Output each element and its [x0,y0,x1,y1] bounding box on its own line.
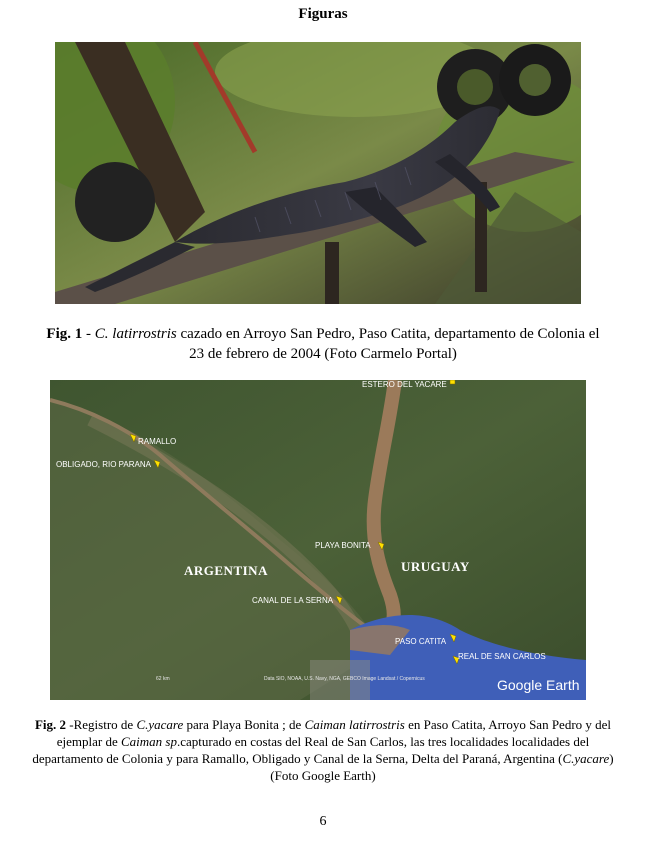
map-label-canal: CANAL DE LA SERNA [252,596,334,605]
map-label-estero: ESTERO DEL YACARE [362,380,447,389]
caption-part: en Paso Catita, Arroyo San Pedro y del ejemplar de [56,717,612,749]
figure-2-label: Fig. 2 [34,717,67,732]
caption-part-italic: C.yacare [136,717,184,732]
google-earth-logo: Google Earth [497,677,580,693]
map-country-argentina: ARGENTINA [184,563,268,578]
map-label-ramallo: RAMALLO [138,437,177,446]
caption-part: )(Foto Google Earth) [270,751,614,783]
map-label-obligado: OBLIGADO, RIO PARANA [56,460,151,469]
caption-part-italic: Caiman sp [121,734,177,749]
map-label-paso-catita: PASO CATITA [395,637,447,646]
page-heading: Figuras [298,6,348,22]
caption-part-italic: C.yacare [562,751,610,766]
map-scale: 62 km [156,676,170,682]
caption-part-italic: Caiman latirrostris [304,717,405,732]
caption-part: para Playa Bonita ; de [183,717,305,732]
map-label-real-san-carlos: REAL DE SAN CARLOS [458,652,546,661]
map-label-playa-bonita: PLAYA BONITA [315,541,371,550]
figure-1-caption-text: cazado en Arroyo San Pedro, Paso Catita, departamento de Colonia el 23 de febrero de 2004 (Foto Carmelo Portal) [176,326,600,362]
figure-1-species: C. latirrostris [94,326,177,342]
caption-part: .capturado en costas del Real de San Carlos, las tres localidades localidades del departamento de Colonia y para Ramallo, Obligado y Canal de la Serna, Delta del Paraná, Argentina ( [32,734,590,766]
figure-2-map [50,380,586,700]
figure-1-caption-separator: - [82,326,95,342]
map-country-uruguay: URUGUAY [401,559,470,574]
figure-1-label: Fig. 1 [46,326,83,342]
page-number: 6 [319,814,327,829]
figure-2-caption [24,716,622,784]
figure-1-caption [40,324,606,364]
caption-part: -Registro de [66,717,137,732]
map-credits: Data SIO, NOAA, U.S. Navy, NGA, GEBCO Image Landsat / Copernicus [264,676,425,682]
figure-1-photo [55,42,581,304]
